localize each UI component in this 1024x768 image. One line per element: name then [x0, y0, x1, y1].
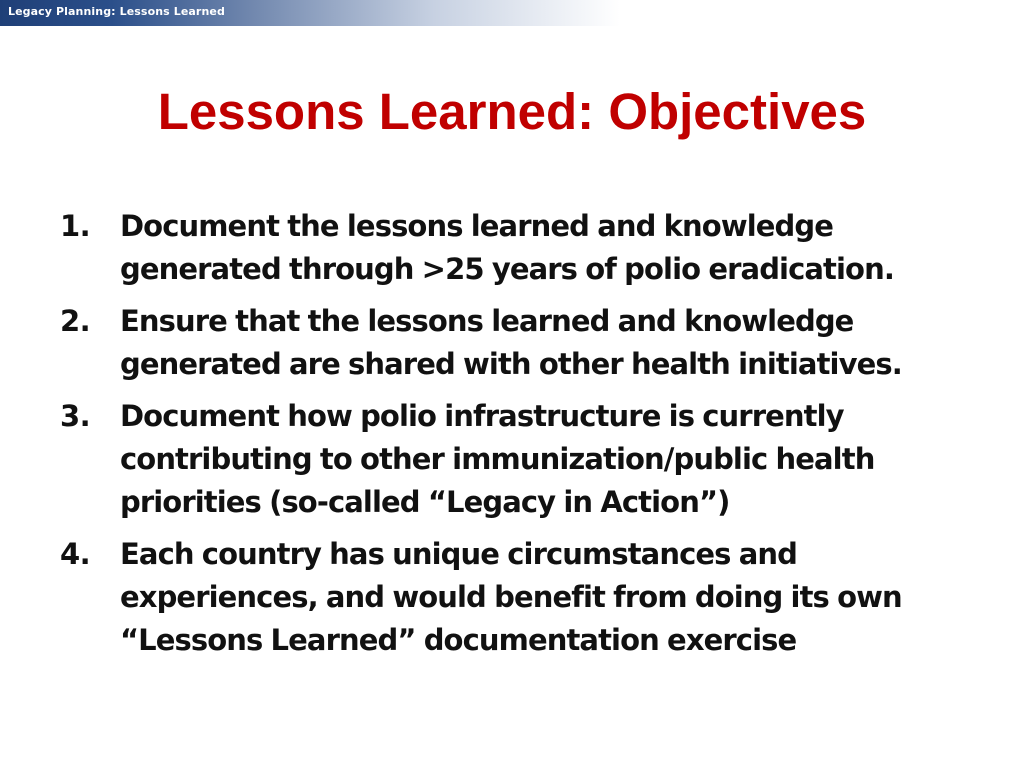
- list-item: [60, 205, 980, 291]
- list-item: [60, 533, 980, 662]
- objective-number: 1.: [60, 209, 90, 243]
- objective-text: Ensure that the lessons learned and knowledge generated are shared with other health initiatives.: [120, 304, 902, 381]
- objective-text: Document the lessons learned and knowledge generated through >25 years of polio eradication.: [120, 209, 894, 286]
- objective-text: Document how polio infrastructure is currently contributing to other immunization/public health priorities (so-called “Legacy in Action”): [120, 399, 875, 519]
- list-item: [60, 395, 980, 524]
- objective-number: 2.: [60, 304, 90, 338]
- objective-number: 4.: [60, 537, 90, 571]
- objective-text: Each country has unique circumstances and experiences, and would benefit from doing its own “Lessons Learned” documentation exercise: [120, 537, 902, 657]
- objectives-list: [60, 205, 980, 671]
- header-label: Legacy Planning: Lessons Learned: [8, 5, 225, 18]
- objective-number: 3.: [60, 399, 90, 433]
- header-band: [0, 0, 620, 26]
- list-item: [60, 300, 980, 386]
- slide-title: Lessons Learned: Objectives: [157, 83, 867, 140]
